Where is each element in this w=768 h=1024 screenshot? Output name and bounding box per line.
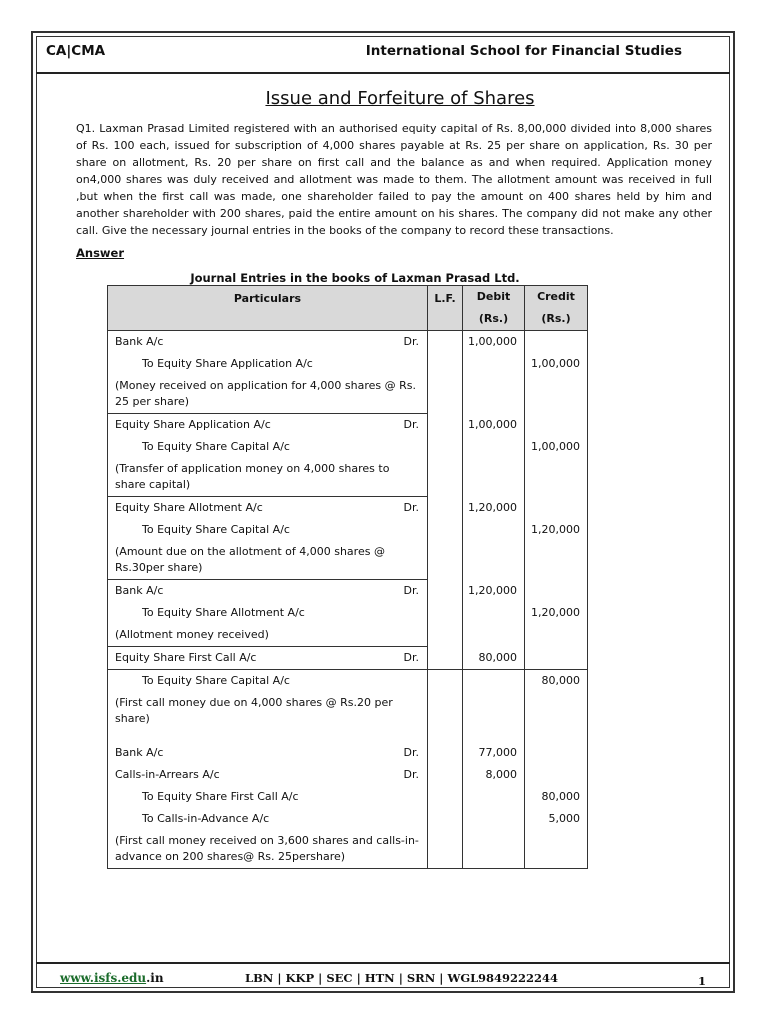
- credit-cell: [525, 602, 588, 624]
- debit-amount: [463, 458, 524, 480]
- journal-header-row: [108, 286, 588, 331]
- debit-amount: 1,00,000: [468, 335, 517, 348]
- particulars-cell: [108, 353, 428, 375]
- credit-amount: 1,20,000: [531, 523, 580, 536]
- debit-cell: [463, 580, 525, 603]
- narration-cell: [108, 624, 428, 647]
- debit-cell: [463, 786, 525, 808]
- footer-phone: 9849222244: [478, 971, 559, 985]
- account-name: [108, 602, 427, 624]
- account-label: Equity Share Allotment A/c: [115, 501, 263, 514]
- journal-row: [108, 624, 588, 647]
- credit-amount: [525, 541, 587, 563]
- account-name: [108, 647, 427, 669]
- journal-title: Journal Entries in the books of Laxman Prasad Ltd.: [190, 271, 520, 285]
- credit-amount: 1,00,000: [531, 440, 580, 453]
- credit-amount: [525, 375, 587, 397]
- account-name: [108, 331, 427, 353]
- header-credit-label: Credit: [537, 290, 575, 303]
- narration-text: (First call money due on 4,000 shares @ Rs.20 per share): [115, 696, 393, 725]
- header-left: CA|CMA: [46, 43, 106, 59]
- credit-cell: [525, 519, 588, 541]
- account-label: Bank A/c: [115, 584, 164, 597]
- particulars-cell: [108, 786, 428, 808]
- credit-cell: [525, 670, 588, 693]
- lf-cell: [428, 602, 463, 624]
- particulars-cell: [108, 742, 428, 764]
- dr-marker: Dr.: [403, 418, 419, 431]
- lf-cell: [428, 458, 463, 497]
- debit-amount: [463, 519, 524, 541]
- dr-marker: Dr.: [403, 746, 419, 759]
- lf-cell: [428, 786, 463, 808]
- account-name: [108, 414, 427, 436]
- narration-text: (Transfer of application money on 4,000 shares to share capital): [115, 462, 390, 491]
- debit-cell: [463, 808, 525, 830]
- dr-marker: Dr.: [403, 335, 419, 348]
- debit-cell: [463, 414, 525, 437]
- journal-row: [108, 670, 588, 693]
- journal-row: [108, 580, 588, 603]
- debit-amount: [463, 808, 524, 830]
- debit-amount: 1,20,000: [468, 500, 517, 514]
- page-title: [0, 88, 768, 109]
- debit-amount: [463, 670, 524, 692]
- credit-amount: 5,000: [548, 812, 580, 825]
- journal-table: [107, 285, 588, 869]
- debit-amount: [463, 602, 524, 624]
- debit-amount: [463, 830, 524, 852]
- footer-website[interactable]: [60, 971, 164, 985]
- account-label: Bank A/c: [115, 746, 164, 759]
- credit-cell: [525, 353, 588, 375]
- credit-amount: 1,20,000: [531, 606, 580, 619]
- account-name: [108, 670, 427, 692]
- header-debit-label: Debit: [476, 290, 511, 303]
- debit-cell: [463, 624, 525, 647]
- particulars-cell: [108, 436, 428, 458]
- credit-cell: [525, 764, 588, 786]
- question-text: Q1. Laxman Prasad Limited registered with an authorised equity capital of Rs. 8,00,000 divided into 8,000 shares of Rs. 100 each, issued for subscription of 4,000 shares payable at Rs. 25 per share on application, Rs. 30 per share on allotment, Rs. 20 per share on first call and the balance as and when required. Application money on4,000 shares was duly received and allotment was made to them. The allotment amount was received in full ,but when the first call was made, one shareholder failed to pay the amount on 400 shares held by him and another shareholder with 200 shares, paid the entire amount on his shares. The company did not make any other call. Give the necessary journal entries in the books of the company to record these transactions.: [76, 122, 712, 237]
- journal-row: [108, 764, 588, 786]
- journal-row: [108, 786, 588, 808]
- credit-cell: [525, 786, 588, 808]
- debit-cell: [463, 458, 525, 497]
- lf-cell: [428, 692, 463, 742]
- journal-row: [108, 519, 588, 541]
- account-name: [108, 519, 427, 541]
- debit-amount: 1,00,000: [468, 417, 517, 431]
- journal-row: [108, 808, 588, 830]
- account-label: Calls-in-Arrears A/c: [115, 768, 220, 781]
- header-credit-unit: (Rs.): [541, 312, 571, 325]
- debit-cell: [463, 519, 525, 541]
- header-credit: [525, 286, 588, 331]
- journal-row: [108, 541, 588, 580]
- credit-cell: [525, 742, 588, 764]
- account-label: To Equity Share Application A/c: [142, 357, 313, 370]
- particulars-cell: [108, 647, 428, 670]
- lf-cell: [428, 519, 463, 541]
- account-label: To Equity Share Allotment A/c: [142, 606, 305, 619]
- narration-text: (Money received on application for 4,000 shares @ Rs. 25 per share): [115, 379, 417, 408]
- account-label: To Equity Share Capital A/c: [142, 674, 290, 687]
- particulars-cell: [108, 519, 428, 541]
- lf-cell: [428, 808, 463, 830]
- narration-text: (First call money received on 3,600 shares and calls-in-advance on 200 shares@ Rs. 25pershare): [115, 834, 419, 863]
- answer-label: Answer: [76, 246, 125, 260]
- credit-amount: 80,000: [541, 790, 580, 803]
- credit-amount: [525, 331, 587, 353]
- credit-amount: [525, 764, 587, 786]
- page-number: 1: [698, 974, 707, 988]
- credit-amount: [525, 414, 587, 436]
- debit-amount: [463, 692, 524, 714]
- debit-cell: [463, 670, 525, 693]
- journal-row: [108, 436, 588, 458]
- debit-amount: [463, 436, 524, 458]
- credit-cell: [525, 414, 588, 437]
- account-label: Equity Share Application A/c: [115, 418, 271, 431]
- particulars-cell: [108, 580, 428, 603]
- credit-amount: [525, 624, 587, 646]
- footer-rule: [36, 962, 730, 964]
- credit-cell: [525, 692, 588, 742]
- account-label: To Equity Share Capital A/c: [142, 440, 290, 453]
- particulars-cell: [108, 414, 428, 437]
- account-name: [108, 353, 427, 375]
- account-label: To Equity Share First Call A/c: [142, 790, 299, 803]
- credit-amount: [525, 458, 587, 480]
- account-name: [108, 786, 427, 808]
- lf-cell: [428, 353, 463, 375]
- journal-row: [108, 830, 588, 869]
- credit-cell: [525, 830, 588, 869]
- account-name: [108, 742, 427, 764]
- dr-marker: Dr.: [403, 768, 419, 781]
- credit-cell: [525, 497, 588, 520]
- lf-cell: [428, 670, 463, 693]
- lf-cell: [428, 497, 463, 520]
- credit-cell: [525, 331, 588, 354]
- credit-cell: [525, 808, 588, 830]
- narration-text: (Allotment money received): [115, 628, 269, 641]
- journal-row: [108, 647, 588, 670]
- lf-cell: [428, 375, 463, 414]
- credit-cell: [525, 458, 588, 497]
- narration-cell: [108, 830, 428, 869]
- header-rule: [36, 72, 730, 74]
- lf-cell: [428, 830, 463, 869]
- account-name: [108, 497, 427, 519]
- debit-cell: [463, 647, 525, 670]
- particulars-cell: [108, 764, 428, 786]
- debit-cell: [463, 830, 525, 869]
- credit-cell: [525, 580, 588, 603]
- header-particulars: Particulars: [108, 286, 428, 331]
- journal-row: [108, 497, 588, 520]
- debit-cell: [463, 742, 525, 764]
- footer-branches: LBN | KKP | SEC | HTN | SRN | WGL: [245, 971, 479, 985]
- lf-cell: [428, 647, 463, 670]
- dr-marker: Dr.: [403, 651, 419, 664]
- debit-amount: 1,20,000: [468, 583, 517, 597]
- credit-amount: [525, 692, 587, 714]
- lf-cell: [428, 331, 463, 354]
- particulars-cell: [108, 670, 428, 693]
- narration-cell: [108, 692, 428, 742]
- credit-cell: [525, 375, 588, 414]
- credit-amount: 1,00,000: [531, 357, 580, 370]
- debit-cell: [463, 375, 525, 414]
- narration-cell: [108, 458, 428, 497]
- debit-amount: [463, 541, 524, 563]
- page-title-text: Issue and Forfeiture of Shares: [265, 88, 535, 109]
- lf-cell: [428, 764, 463, 786]
- particulars-cell: [108, 331, 428, 354]
- credit-amount: [525, 497, 587, 519]
- particulars-cell: [108, 808, 428, 830]
- debit-cell: [463, 692, 525, 742]
- narration-cell: [108, 375, 428, 414]
- debit-amount: 8,000: [485, 768, 517, 781]
- credit-amount: [525, 830, 587, 852]
- lf-cell: [428, 414, 463, 437]
- dr-marker: Dr.: [403, 501, 419, 514]
- particulars-cell: [108, 602, 428, 624]
- account-label: Bank A/c: [115, 335, 164, 348]
- header-debit: [463, 286, 525, 331]
- dr-marker: Dr.: [403, 584, 419, 597]
- debit-cell: [463, 331, 525, 354]
- header-lf: L.F.: [428, 286, 463, 331]
- lf-cell: [428, 742, 463, 764]
- journal-row: [108, 353, 588, 375]
- debit-cell: [463, 602, 525, 624]
- debit-cell: [463, 764, 525, 786]
- journal-row: [108, 458, 588, 497]
- credit-cell: [525, 436, 588, 458]
- lf-cell: [428, 436, 463, 458]
- lf-cell: [428, 580, 463, 603]
- account-name: [108, 764, 427, 786]
- debit-cell: [463, 497, 525, 520]
- journal-row: [108, 692, 588, 742]
- header-right: International School for Financial Studies: [365, 43, 682, 59]
- credit-amount: [525, 647, 587, 669]
- credit-cell: [525, 647, 588, 670]
- narration-cell: [108, 541, 428, 580]
- narration-text: (Amount due on the allotment of 4,000 shares @ Rs.30per share): [115, 545, 385, 574]
- account-name: [108, 580, 427, 602]
- credit-amount: 80,000: [541, 674, 580, 687]
- journal-row: [108, 375, 588, 414]
- particulars-cell: [108, 497, 428, 520]
- journal-row: [108, 742, 588, 764]
- website-domain[interactable]: www.isfs.edu: [60, 971, 147, 985]
- credit-cell: [525, 541, 588, 580]
- account-name: [108, 436, 427, 458]
- website-tld: .in: [146, 971, 164, 985]
- account-label: Equity Share First Call A/c: [115, 651, 257, 664]
- debit-amount: [463, 624, 524, 646]
- debit-cell: [463, 436, 525, 458]
- debit-amount: [463, 353, 524, 375]
- journal-row: [108, 414, 588, 437]
- debit-amount: 77,000: [478, 746, 517, 759]
- credit-cell: [525, 624, 588, 647]
- debit-amount: [463, 375, 524, 397]
- website-link[interactable]: [60, 971, 146, 985]
- credit-amount: [525, 742, 587, 764]
- debit-cell: [463, 541, 525, 580]
- lf-cell: [428, 624, 463, 647]
- journal-row: [108, 331, 588, 354]
- debit-amount: 80,000: [478, 650, 517, 664]
- header-debit-unit: (Rs.): [478, 312, 509, 325]
- account-label: To Calls-in-Advance A/c: [142, 812, 270, 825]
- journal-row: [108, 602, 588, 624]
- debit-cell: [463, 353, 525, 375]
- credit-amount: [525, 580, 587, 602]
- account-name: [108, 808, 427, 830]
- account-label: To Equity Share Capital A/c: [142, 523, 290, 536]
- debit-amount: [463, 786, 524, 808]
- lf-cell: [428, 541, 463, 580]
